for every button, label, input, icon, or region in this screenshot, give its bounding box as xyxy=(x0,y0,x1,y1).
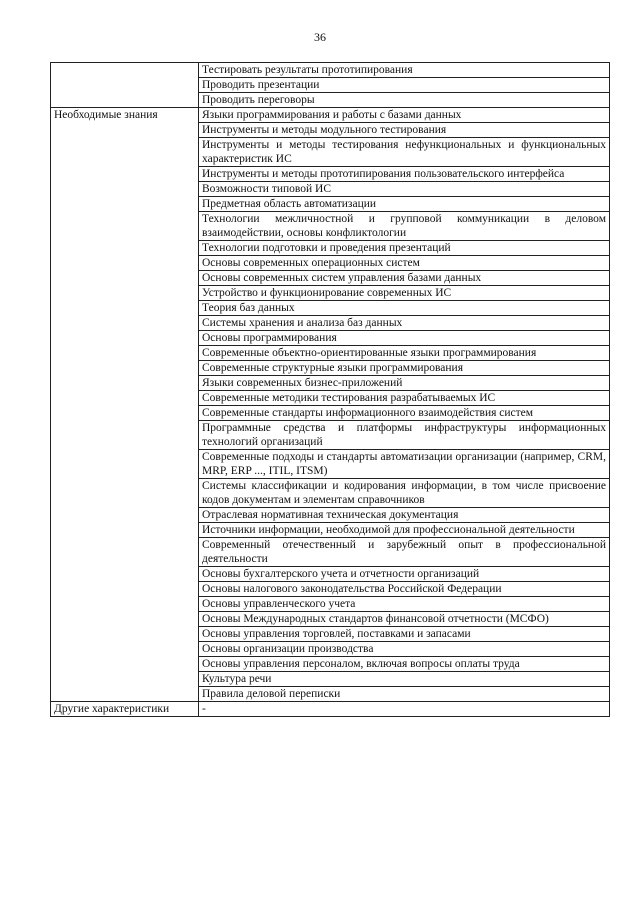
content-cell xyxy=(199,702,610,717)
content-text: Основы налогового законодательства Российской Федерации xyxy=(202,583,502,595)
content-cell xyxy=(199,123,610,138)
other-label-cell xyxy=(51,702,199,717)
table-row xyxy=(51,63,610,78)
content-text: Возможности типовой ИС xyxy=(202,183,332,195)
content-text: Проводить переговоры xyxy=(202,94,315,106)
content-cell xyxy=(199,672,610,687)
content-cell xyxy=(199,63,610,78)
content-cell xyxy=(199,346,610,361)
content-cell xyxy=(199,361,610,376)
content-text: Основы Международных стандартов финансовой отчетности (МСФО) xyxy=(202,613,549,625)
content-text: Технологии межличностной и групповой коммуникации в деловом взаимодействии, основы конфликтологии xyxy=(202,213,606,239)
content-cell xyxy=(199,538,610,567)
content-cell xyxy=(199,421,610,450)
content-text: Теория баз данных xyxy=(202,302,295,314)
content-text: Источники информации, необходимой для профессиональной деятельности xyxy=(202,524,575,536)
content-cell xyxy=(199,376,610,391)
content-cell xyxy=(199,167,610,182)
content-text: Правила деловой переписки xyxy=(202,688,341,700)
content-cell xyxy=(199,197,610,212)
content-text: Языки программирования и работы с базами данных xyxy=(202,109,462,121)
content-cell xyxy=(199,138,610,167)
content-cell xyxy=(199,406,610,421)
content-text: Инструменты и методы прототипирования пользовательского интерфейса xyxy=(202,168,565,180)
content-text: Технологии подготовки и проведения презентаций xyxy=(202,242,451,254)
content-cell xyxy=(199,612,610,627)
content-text: Проводить презентации xyxy=(202,79,320,91)
content-cell xyxy=(199,93,610,108)
content-text: Современные стандарты информационного взаимодействия систем xyxy=(202,407,534,419)
content-cell xyxy=(199,627,610,642)
content-cell xyxy=(199,78,610,93)
content-text: Основы современных систем управления базами данных xyxy=(202,272,482,284)
content-cell xyxy=(199,256,610,271)
content-text: Основы организации производства xyxy=(202,643,374,655)
content-text: Тестировать результаты прототипирования xyxy=(202,64,413,76)
content-text: Современные объектно-ориентированные языки программирования xyxy=(202,347,537,359)
content-cell xyxy=(199,301,610,316)
content-cell xyxy=(199,241,610,256)
content-text: Отраслевая нормативная техническая документация xyxy=(202,509,459,521)
requirements-table-body xyxy=(51,63,610,717)
requirements-table xyxy=(50,62,610,717)
content-text: Основы современных операционных систем xyxy=(202,257,420,269)
content-text: Основы управленческого учета xyxy=(202,598,356,610)
content-cell xyxy=(199,450,610,479)
content-text: Современные методики тестирования разрабатываемых ИС xyxy=(202,392,496,404)
content-text: Основы программирования xyxy=(202,332,337,344)
content-cell xyxy=(199,479,610,508)
content-cell xyxy=(199,286,610,301)
content-cell xyxy=(199,271,610,286)
content-text: Системы классификации и кодирования информации, в том числе присвоение кодов документам и элементам справочников xyxy=(202,480,606,506)
content-cell xyxy=(199,687,610,702)
page-number: 36 xyxy=(314,30,326,44)
content-text: Культура речи xyxy=(202,673,272,685)
content-text: Предметная область автоматизации xyxy=(202,198,377,210)
knowledge-label-cell-text: Необходимые знания xyxy=(54,109,158,121)
content-cell xyxy=(199,316,610,331)
content-text: Основы бухгалтерского учета и отчетности организаций xyxy=(202,568,480,580)
content-cell xyxy=(199,108,610,123)
content-text: Современные подходы и стандарты автоматизации организации (например, CRM, MRP, ERP ..., ITIL, ITSM) xyxy=(202,451,606,477)
content-cell xyxy=(199,582,610,597)
content-cell xyxy=(199,212,610,241)
content-cell xyxy=(199,567,610,582)
content-cell xyxy=(199,642,610,657)
content-text: Устройство и функционирование современных ИС xyxy=(202,287,452,299)
content-text: Основы управления персоналом, включая вопросы оплаты труда xyxy=(202,658,520,670)
content-text: Программные средства и платформы инфраструктуры информационных технологий организаций xyxy=(202,422,606,448)
knowledge-label-cell xyxy=(51,108,199,702)
content-cell xyxy=(199,597,610,612)
content-text: Основы управления торговлей, поставками и запасами xyxy=(202,628,471,640)
content-text: Современный отечественный и зарубежный опыт в профессиональной деятельности xyxy=(202,539,606,565)
content-text: Инструменты и методы модульного тестирования xyxy=(202,124,447,136)
content-text: Современные структурные языки программирования xyxy=(202,362,463,374)
content-cell xyxy=(199,657,610,672)
continued-label-cell xyxy=(51,63,199,108)
table-row xyxy=(51,702,610,717)
content-cell xyxy=(199,182,610,197)
content-text: Языки современных бизнес-приложений xyxy=(202,377,403,389)
content-cell xyxy=(199,331,610,346)
content-cell xyxy=(199,508,610,523)
table-row xyxy=(51,108,610,123)
content-text: Системы хранения и анализа баз данных xyxy=(202,317,403,329)
other-label-cell-text: Другие характеристики xyxy=(54,703,170,715)
content-text: - xyxy=(202,703,206,715)
content-cell xyxy=(199,391,610,406)
content-cell xyxy=(199,523,610,538)
content-text: Инструменты и методы тестирования нефункциональных и функциональных характеристик ИС xyxy=(202,139,606,165)
